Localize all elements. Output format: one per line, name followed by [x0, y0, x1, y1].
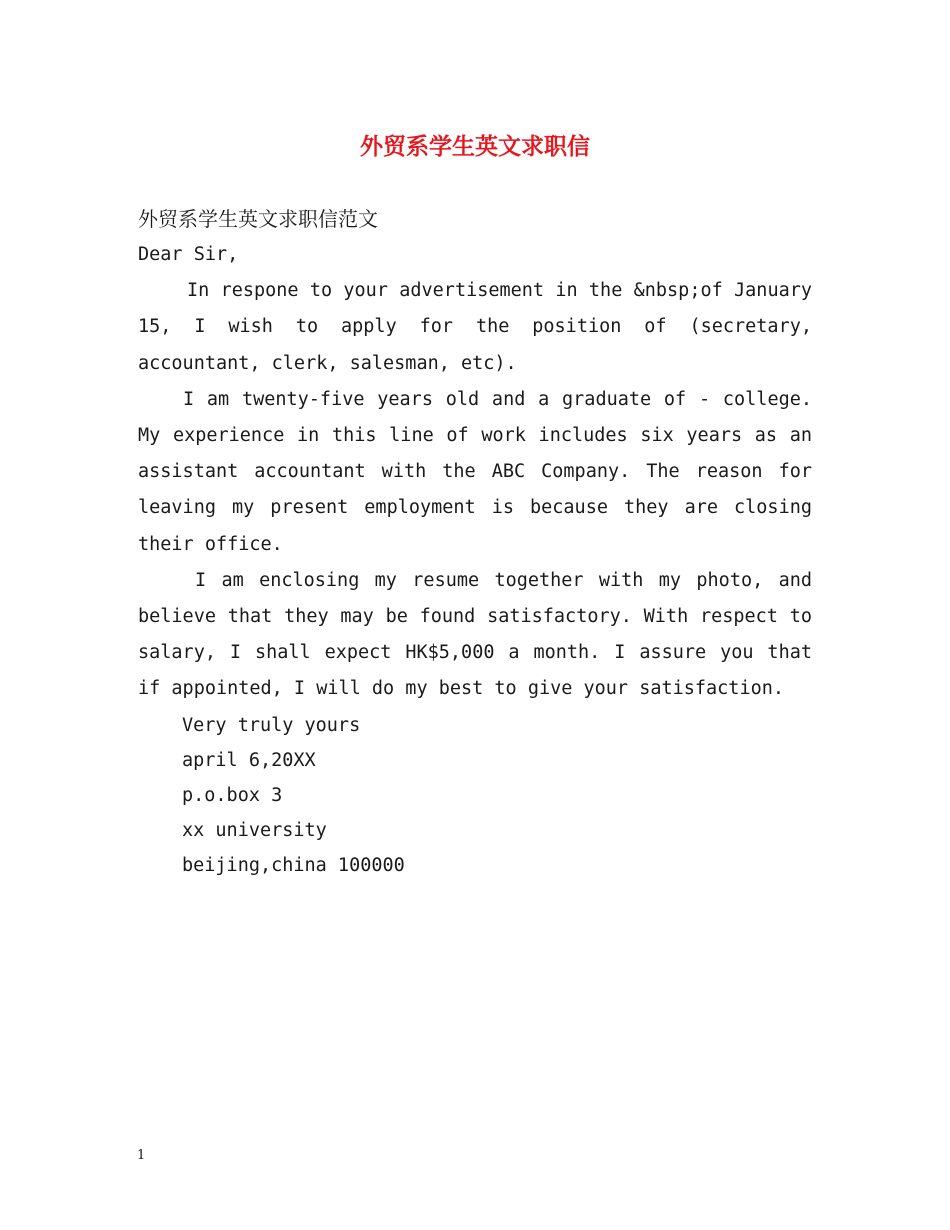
closing-line: Very truly yours [182, 714, 361, 736]
body-paragraph-1: In respone to your advertisement in the &nbsp;of January 15, I wish to apply for the position of (secretary, accountant, clerk, salesman, etc). [138, 280, 812, 374]
closing-block [138, 708, 812, 883]
document-subtitle: 外贸系学生英文求职信范文 [138, 207, 378, 231]
body-paragraph-3: I am enclosing my resume together with my photo, and believe that they may be found satisfactory. With respect to salary, I shall expect HK$5,000 a month. I assure you that if appointed, I will do my best to give your satisfaction. [138, 569, 812, 700]
closing-address-city: beijing,china 100000 [182, 854, 405, 876]
closing-date: april 6,20XX [182, 749, 316, 771]
body-paragraph-2: I am twenty-five years old and a graduate of - college. My experience in this line of work includes six years as an assistant accountant with the ABC Company. The reason for leaving my present employment is because they are closing their office. [138, 388, 812, 555]
document-body [138, 201, 812, 883]
salutation: Dear Sir, [138, 244, 239, 265]
document-title: 外贸系学生英文求职信 [360, 133, 590, 160]
page-number: 1 [137, 1148, 146, 1163]
closing-address-box: p.o.box 3 [182, 784, 283, 806]
closing-address-university: xx university [182, 819, 327, 841]
